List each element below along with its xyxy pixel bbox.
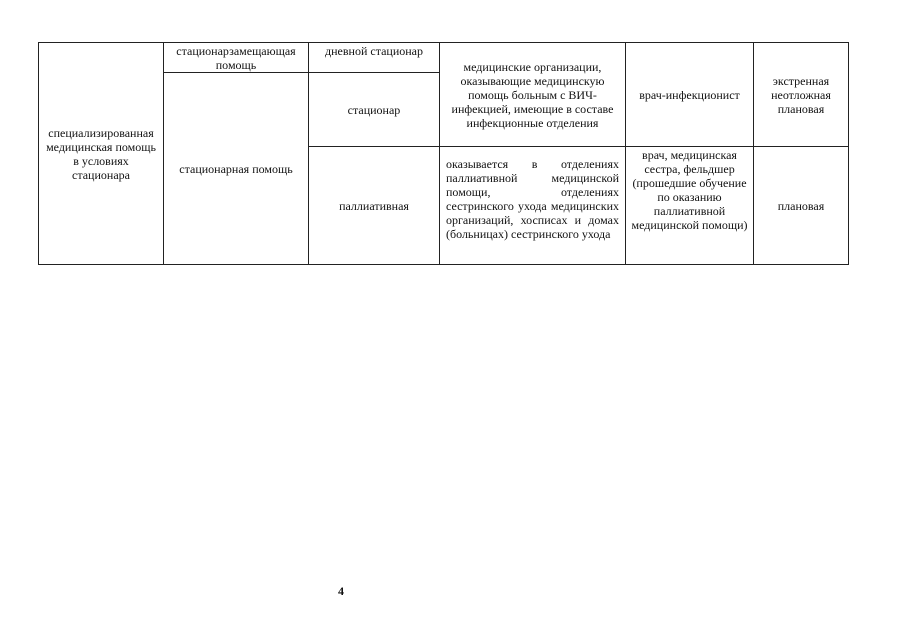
specialists-palliative-cell (625, 146, 754, 265)
specialists-hiv-text: врач-инфекционист (639, 87, 740, 102)
urgency-hiv-text: экстренная неотложная плановая (771, 73, 831, 116)
profile-cell (38, 42, 164, 265)
form-palliative-cell (308, 146, 440, 265)
specialists-hiv-cell (625, 42, 754, 147)
organizations-palliative-cell (439, 146, 626, 265)
urgency-palliative-cell (753, 146, 849, 265)
condition-inpatient-cell (163, 72, 309, 265)
urgency-palliative-text: плановая (777, 198, 825, 213)
profile-text: специализированная медицинская помощь в условиях стационара (46, 125, 156, 182)
urgency-hiv-cell (753, 42, 849, 147)
organizations-palliative-text: оказывается в отделениях паллиативной медицинской помощи, отделениях сестринского ухода медицинских организаций, хосписах и домах (больницах) сестринского ухода (446, 157, 619, 241)
form-palliative-text: паллиативная (339, 198, 409, 213)
condition-inpatient-text: стационарная помощь (179, 161, 293, 176)
organizations-hiv-cell (439, 42, 626, 147)
condition-day-care-text: стационарзамещающая помощь (176, 44, 296, 72)
care-table (38, 42, 849, 265)
specialists-palliative-text: врач, медицинская сестра, фельдшер (прошедшие обучение по оказанию паллиативной медицинской помощи) (631, 148, 748, 232)
organizations-hiv-text: медицинские организации, оказывающие медицинскую помощь больным с ВИЧ-инфекцией, имеющие в составе инфекционные отделения (451, 59, 614, 130)
form-hospital-text: стационар (347, 102, 401, 117)
page-number: 4 (338, 584, 344, 598)
form-hospital-cell (308, 72, 440, 147)
form-day-hospital-text: дневной стационар (325, 44, 423, 58)
condition-day-care-cell (163, 42, 309, 73)
form-day-hospital-cell (308, 42, 440, 73)
